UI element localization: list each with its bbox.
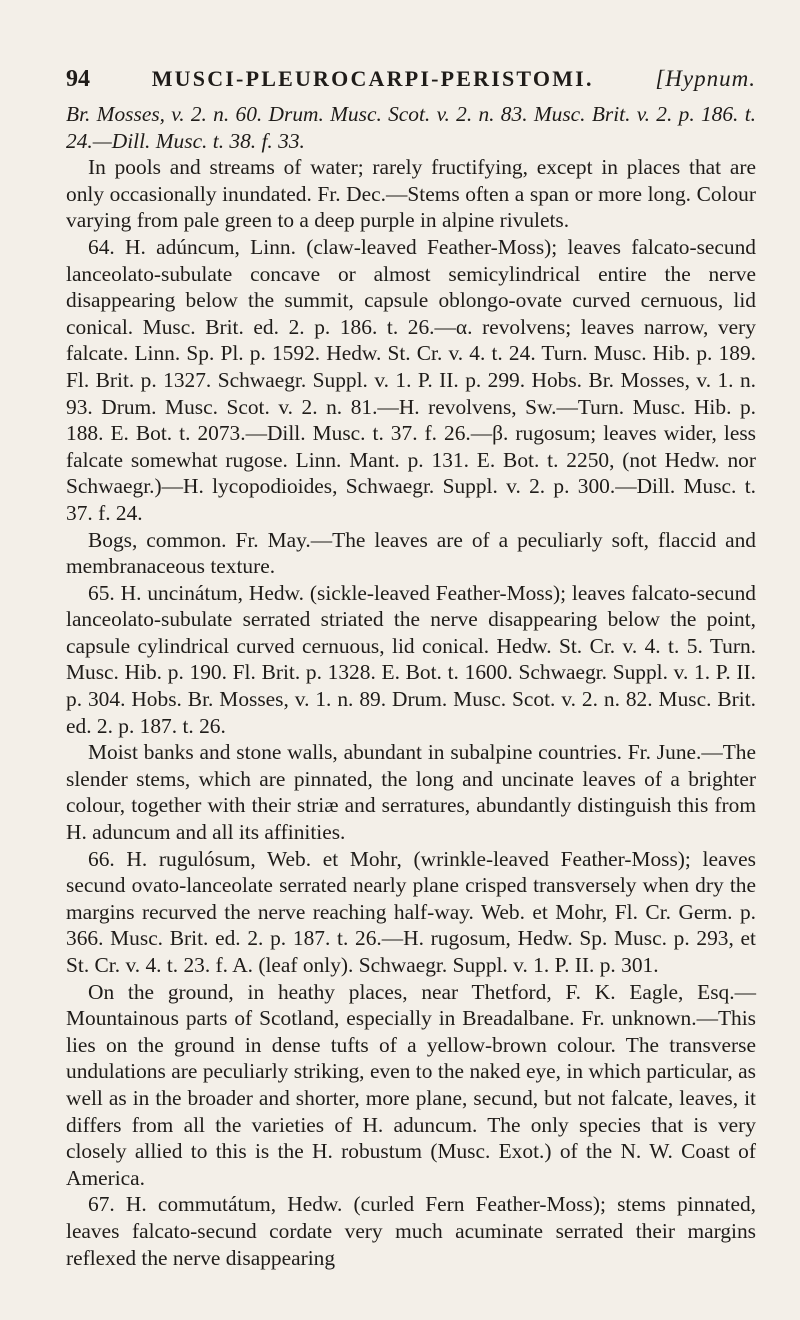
genus-label: [Hypnum. [655,66,756,91]
species-entry-67: 67. H. commutátum, Hedw. (curled Fern Feather-Moss); stems pinnated, leaves falcato-secund cordate very much acuminate serrated their margins reflexed the nerve disappearing [66,1192,756,1270]
references-continued: Br. Mosses, v. 2. n. 60. Drum. Musc. Scot. v. 2. n. 83. Musc. Brit. v. 2. p. 186. t. 24.—Dill. Musc. t. 38. f. 33. [66,102,756,153]
species-entry-66: 66. H. rugulósum, Web. et Mohr, (wrinkle-leaved Feather-Moss); leaves secund ovato-lanceolate serrated nearly plane crisped transversely when dry the margins recurved the nerve reaching half-way. Web. et Mohr, Fl. Cr. Germ. p. 366. Musc. Brit. ed. 2. p. 187. t. 26.—H. rugosum, Hedw. Sp. Musc. p. 293, et St. Cr. v. 4. t. 23. f. A. (leaf only). Schwaegr. Suppl. v. 1. P. II. p. 301. [66,846,756,977]
species-entry-64: 64. H. adúncum, Linn. (claw-leaved Feather-Moss); leaves falcato-secund lanceolato-subulate concave or almost semicylindrical entire the nerve disappearing below the summit, capsule oblongo-ovate curved cernuous, lid conical. Musc. Brit. ed. 2. p. 186. t. 26.—α. revolvens; leaves narrow, very falcate. Linn. Sp. Pl. p. 1592. Hedw. St. Cr. v. 4. t. 24. Turn. Musc. Hib. p. 189. Fl. Brit. p. 1327. Schwaegr. Suppl. v. 1. P. II. p. 299. Hobs. Br. Mosses, v. 1. n. 93. Drum. Musc. Scot. v. 2. n. 81.—H. revolvens, Sw.—Turn. Musc. Hib. p. 188. E. Bot. t. 2073.—Dill. Musc. t. 37. f. 26.—β. rugosum; leaves wider, less falcate somewhat rugose. Linn. Mant. p. 131. E. Bot. t. 2250, (not Hedw. nor Schwaegr.)—H. lycopodioides, Schwaegr. Suppl. v. 2. p. 300.—Dill. Musc. t. 37. f. 24. [66,234,756,525]
habitat-note: Moist banks and stone walls, abundant in subalpine countries. Fr. June.—The slender stems, which are pinnated, the long and uncinate leaves of a brighter colour, together with their striæ and serratures, abundantly distinguish this from H. aduncum and all its affinities. [66,740,756,845]
habitat-note: In pools and streams of water; rarely fructifying, except in places that are only occasionally inundated. Fr. Dec.—Stems often a span or more long. Colour varying from pale green to a deep purple in alpine rivulets. [66,155,756,233]
species-entry-65: 65. H. uncinátum, Hedw. (sickle-leaved Feather-Moss); leaves falcato-secund lanceolato-subulate serrated striated the nerve disappearing below the point, capsule cylindrical curved cernuous, lid conical. Hedw. St. Cr. v. 4. t. 5. Turn. Musc. Hib. p. 190. Fl. Brit. p. 1328. E. Bot. t. 1600. Schwaegr. Suppl. v. 1. P. II. p. 304. Hobs. Br. Mosses, v. 1. n. 89. Drum. Musc. Scot. v. 2. n. 82. Musc. Brit. ed. 2. p. 187. t. 26. [66,580,756,738]
section-title: MUSCI-PLEUROCARPI-PERISTOMI. [151,66,594,91]
habitat-note: Bogs, common. Fr. May.—The leaves are of a peculiarly soft, flaccid and membranaceous texture. [66,527,756,579]
page-number: 94 [66,66,90,92]
running-head [66,66,756,93]
habitat-note: On the ground, in heathy places, near Thetford, F. K. Eagle, Esq.—Mountainous parts of Scotland, especially in Breadalbane. Fr. unknown.—This lies on the ground in dense tufts of a yellow-brown colour. The transverse undulations are peculiarly striking, even to the naked eye, in which particular, as well as in the broader and shorter, more plane, secund, but not falcate, leaves, it differs from all the varieties of H. aduncum. The only species that is very closely allied to this is the H. robustum (Musc. Exot.) of the N. W. Coast of America. [66,979,756,1190]
